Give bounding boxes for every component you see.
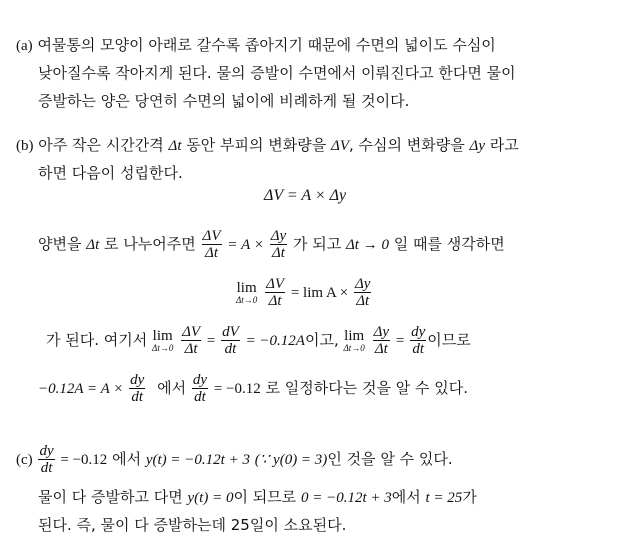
- fraction-denominator: dt: [131, 389, 144, 405]
- part-b-text: 아주 작은 시간간격: [38, 136, 164, 154]
- fraction-numerator: ΔV: [182, 324, 201, 340]
- part-b-text: 가 된다. 여기서: [46, 331, 148, 349]
- fraction-numerator: dy: [411, 324, 426, 340]
- equation-part: (∵ y(0) = 3): [254, 452, 328, 468]
- limit-operator: [344, 329, 365, 353]
- delta-v: ΔV: [331, 138, 349, 154]
- part-b-text: 가 되고: [292, 235, 342, 253]
- part-c-text: 이 되므로: [233, 488, 297, 506]
- fraction-denominator: dt: [40, 460, 53, 476]
- part-b-text: 동안 부피의 변화량을: [186, 136, 327, 154]
- part-c-label: (c): [16, 452, 33, 468]
- equation-part: y(t) = −0.12t + 3: [145, 452, 250, 468]
- part-b-text: 로 나누어주면: [104, 235, 196, 253]
- equation-part: t = 25: [425, 490, 463, 506]
- part-c-text: 인 것을 알 수 있다.: [327, 450, 453, 468]
- part-a-label: (a): [16, 38, 33, 54]
- fraction-numerator: Δy: [373, 324, 390, 340]
- equation-part: = −0.12: [213, 381, 261, 397]
- part-b-line-2: 하면 다음이 성립한다.: [38, 164, 183, 182]
- equation-limit: [236, 276, 372, 309]
- part-c-text: 에서: [391, 488, 421, 506]
- fraction-dy-dt: [354, 276, 371, 309]
- part-a-text-1: 여물통의 모양이 아래로 갈수록 좁아지기 때문에 수면의 넓이도 수심이: [37, 36, 496, 54]
- equation-part: −0.12A = A ×: [38, 381, 124, 397]
- fraction-dy-dt-derivative: [38, 443, 54, 476]
- equation-volume: ΔV = A × Δy: [264, 187, 347, 204]
- part-c-line-3: 된다. 즉, 물이 다 증발하는데 25일이 소요된다.: [38, 516, 347, 534]
- equation-part: = A ×: [227, 237, 264, 253]
- part-a-line-3: 증발하는 양은 당연히 수면의 넓이에 비례하게 될 것이다.: [38, 92, 410, 110]
- part-b-line-4: [38, 228, 505, 261]
- fraction-numerator: ΔV: [266, 276, 285, 292]
- fraction-denominator: dt: [224, 341, 237, 357]
- part-b-text: 일 때를 생각하면: [393, 235, 505, 253]
- part-b-line-1: [16, 134, 519, 155]
- fraction-dy-dt: [270, 228, 287, 261]
- equation-part: 0 = −0.12t + 3: [300, 490, 392, 506]
- fraction-denominator: Δt: [205, 245, 218, 261]
- part-c-line-2: [38, 486, 477, 507]
- part-c-line-1: [16, 443, 453, 476]
- fraction-denominator: Δt: [184, 341, 198, 357]
- fraction-denominator: dt: [194, 389, 206, 405]
- fraction-denominator: Δt: [268, 293, 282, 309]
- limit-subscript: Δt→0: [343, 342, 365, 353]
- fraction-denominator: Δt: [374, 341, 388, 357]
- part-c-text: 물이 다 증발하고 다면: [38, 488, 183, 506]
- fraction-denominator: dt: [412, 341, 425, 357]
- part-b-label: (b): [16, 138, 34, 154]
- delta-t: Δt: [168, 138, 182, 154]
- part-b-text: 로 일정하다는 것을 알 수 있다.: [265, 379, 469, 397]
- fraction-denominator: Δt: [356, 293, 370, 309]
- part-c-text: 에서: [112, 450, 142, 468]
- fraction-dy-dt: [373, 324, 390, 357]
- part-c-text: 가: [462, 488, 477, 506]
- part-a-line-2: 낮아질수록 작아지게 된다. 물의 증발이 수면에서 이뤄진다고 한다면 물이: [38, 64, 516, 82]
- limit-condition: Δt → 0: [345, 237, 389, 253]
- limit-operator: [236, 281, 257, 305]
- limit-subscript: Δt→0: [236, 294, 258, 305]
- fraction-dv-dt: [202, 228, 222, 261]
- equation-part: = lim A ×: [290, 285, 349, 301]
- fraction-dy-dt-derivative: [129, 372, 145, 405]
- equation-part: = −0.12: [60, 452, 108, 468]
- fraction-dy-dt-derivative: [410, 324, 426, 357]
- delta-y: Δy: [469, 138, 485, 154]
- part-b-text: 에서: [157, 379, 187, 397]
- part-b-text: 이므로: [427, 331, 471, 349]
- fraction-numerator: ΔV: [202, 228, 221, 244]
- limit-word: lim: [344, 327, 365, 344]
- fraction-numerator: Δy: [270, 228, 287, 244]
- part-b-line-7: [38, 372, 468, 405]
- part-b-text: 이고,: [304, 331, 339, 349]
- fraction-dy-dt-derivative: [192, 372, 208, 405]
- fraction-dv-dt: [265, 276, 285, 309]
- fraction-numerator: Δy: [354, 276, 371, 292]
- limit-operator: [152, 329, 173, 353]
- equation-part: = −0.12A: [245, 333, 305, 349]
- fraction-numerator: dV: [222, 324, 239, 340]
- fraction-dv-dt-derivative: [221, 324, 240, 357]
- fraction-numerator: dy: [130, 372, 145, 388]
- equation-part: y(t) = 0: [187, 490, 234, 506]
- limit-word: lim: [152, 327, 173, 344]
- part-b-text: , 수심의 변화량을: [349, 136, 465, 154]
- delta-t: Δt: [86, 237, 100, 253]
- fraction-denominator: Δt: [271, 245, 285, 261]
- part-b-line-6: 가 된다. 여기서 lim Δt→0 $\frac{\Delta V}{\Delta t}$ = $\frac{dV}{dt}$ = −0.12A이고, lim Δt→0 $\frac{\Delta y}{\Delta t}$ = $\frac{dy}{dt}$ 이므로: [46, 324, 471, 357]
- limit-subscript: Δt→0: [152, 342, 174, 353]
- fraction-numerator: dy: [39, 443, 54, 459]
- fraction-dv-dt: [181, 324, 201, 357]
- limit-word: lim: [236, 279, 257, 296]
- part-b-text: 양변을: [38, 235, 82, 253]
- part-b-text: 라고: [489, 136, 519, 154]
- part-a-line-1: [16, 34, 496, 55]
- fraction-numerator: dy: [192, 372, 208, 388]
